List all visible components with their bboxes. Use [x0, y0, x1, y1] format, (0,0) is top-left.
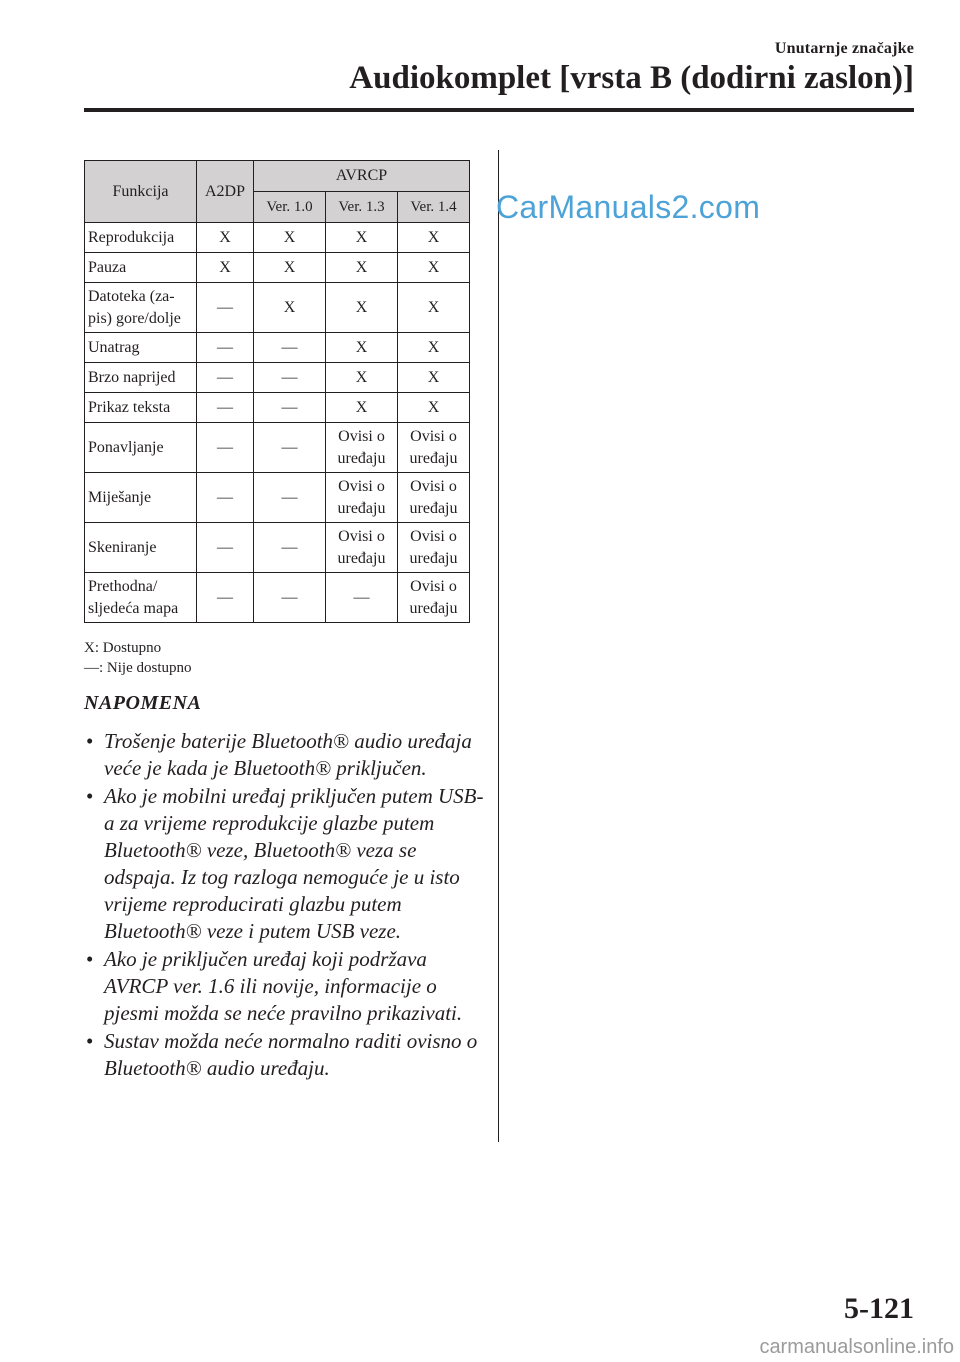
note-text: Ako je mobilni uređaj priključen putem USB-a za vrijeme reprodukcije glazbe putem Bluetooth® veze, Bluetooth® veza se odspaja. Iz tog razloga nemoguće je u isto vrijeme reproducirati glazbu putem Bluetooth® veze i putem USB veze. [104, 784, 484, 943]
table-cell: X [326, 283, 398, 333]
table-row [85, 253, 470, 283]
bullet-icon: • [86, 947, 94, 971]
function-name: Miješanje [85, 473, 197, 523]
table-cell: X [326, 393, 398, 423]
table-cell: — [197, 473, 254, 523]
header-version: Ver. 1.4 [398, 192, 470, 223]
function-name: Brzo naprijed [85, 363, 197, 393]
table-row [85, 573, 470, 623]
table-cell: Ovisi o uređaju [398, 573, 470, 623]
function-name: Reprodukcija [85, 223, 197, 253]
table-cell: — [197, 283, 254, 333]
bullet-icon: • [86, 784, 94, 808]
function-name: Unatrag [85, 333, 197, 363]
legend-available: X: Dostupno [84, 640, 162, 656]
function-name: Datoteka (za-pis) gore/dolje [85, 283, 197, 333]
table-row [85, 223, 470, 253]
table-cell: Ovisi o uređaju [398, 523, 470, 573]
note-text: Sustav možda neće normalno raditi ovisno o Bluetooth® audio uređaju. [104, 1029, 478, 1080]
function-name: Pauza [85, 253, 197, 283]
note-item [84, 728, 484, 782]
note-list [84, 728, 484, 1083]
table-cell: — [254, 473, 326, 523]
table-legend [84, 638, 192, 678]
header-rule [84, 108, 914, 112]
footer-site: carmanualsonline.info [759, 1336, 954, 1358]
table-cell: X [326, 223, 398, 253]
function-name: Prethodna/ sljedeća mapa [85, 573, 197, 623]
table-cell: — [254, 523, 326, 573]
table-cell: X [197, 223, 254, 253]
note-title: NAPOMENA [84, 692, 202, 714]
header-subtitle: Unutarnje značajke [774, 40, 914, 57]
table-row [85, 523, 470, 573]
legend-not-available: —: Nije dostupno [84, 660, 192, 676]
header-avrcp: AVRCP [254, 161, 470, 192]
table-cell: X [398, 223, 470, 253]
header-a2dp: A2DP [197, 161, 254, 223]
page-number: 5-121 [844, 1292, 914, 1325]
table-cell: — [197, 333, 254, 363]
bullet-icon: • [86, 729, 94, 753]
table-cell: X [254, 223, 326, 253]
page-title: Audiokomplet [vrsta B (dodirni zaslon)] [349, 60, 914, 96]
table-cell: Ovisi o uređaju [398, 473, 470, 523]
table-cell: — [197, 573, 254, 623]
table-cell: X [326, 363, 398, 393]
table-cell: X [398, 393, 470, 423]
table-cell: X [326, 333, 398, 363]
note-item [84, 1028, 484, 1082]
note-item [84, 946, 484, 1027]
header-version: Ver. 1.0 [254, 192, 326, 223]
table-row [85, 363, 470, 393]
table-row [85, 333, 470, 363]
table-cell: X [254, 253, 326, 283]
table-cell: Ovisi o uređaju [326, 523, 398, 573]
table-cell: X [197, 253, 254, 283]
column-divider [498, 150, 499, 1142]
table-cell: X [398, 333, 470, 363]
header-version: Ver. 1.3 [326, 192, 398, 223]
table-cell: X [326, 253, 398, 283]
table-cell: — [326, 573, 398, 623]
table-cell: — [197, 423, 254, 473]
table-cell: — [197, 393, 254, 423]
table-cell: Ovisi o uređaju [326, 473, 398, 523]
table-cell: — [254, 573, 326, 623]
function-name: Skeniranje [85, 523, 197, 573]
table-row [85, 393, 470, 423]
table-cell: X [398, 363, 470, 393]
header-function: Funkcija [85, 161, 197, 223]
bullet-icon: • [86, 1029, 94, 1053]
table-cell: — [197, 363, 254, 393]
table-row [85, 283, 470, 333]
note-text: Ako je priključen uređaj koji podržava AVRCP ver. 1.6 ili novije, informacije o pjesmi možda se neće pravilno prikazivati. [104, 947, 463, 1025]
table-cell: — [254, 393, 326, 423]
note-text: Trošenje baterije Bluetooth® audio uređaja veće je kada je Bluetooth® priključen. [104, 729, 472, 780]
table-cell: Ovisi o uređaju [326, 423, 398, 473]
table-cell: — [197, 523, 254, 573]
table-cell: X [254, 283, 326, 333]
function-name: Prikaz teksta [85, 393, 197, 423]
table-cell: Ovisi o uređaju [398, 423, 470, 473]
table-cell: — [254, 423, 326, 473]
table-cell: — [254, 363, 326, 393]
table-row [85, 423, 470, 473]
function-table [84, 160, 470, 623]
watermark: CarManuals2.com [496, 189, 761, 225]
table-cell: X [398, 283, 470, 333]
note-item [84, 783, 484, 945]
table-cell: X [398, 253, 470, 283]
function-name: Ponavljanje [85, 423, 197, 473]
table-cell: — [254, 333, 326, 363]
table-row [85, 473, 470, 523]
